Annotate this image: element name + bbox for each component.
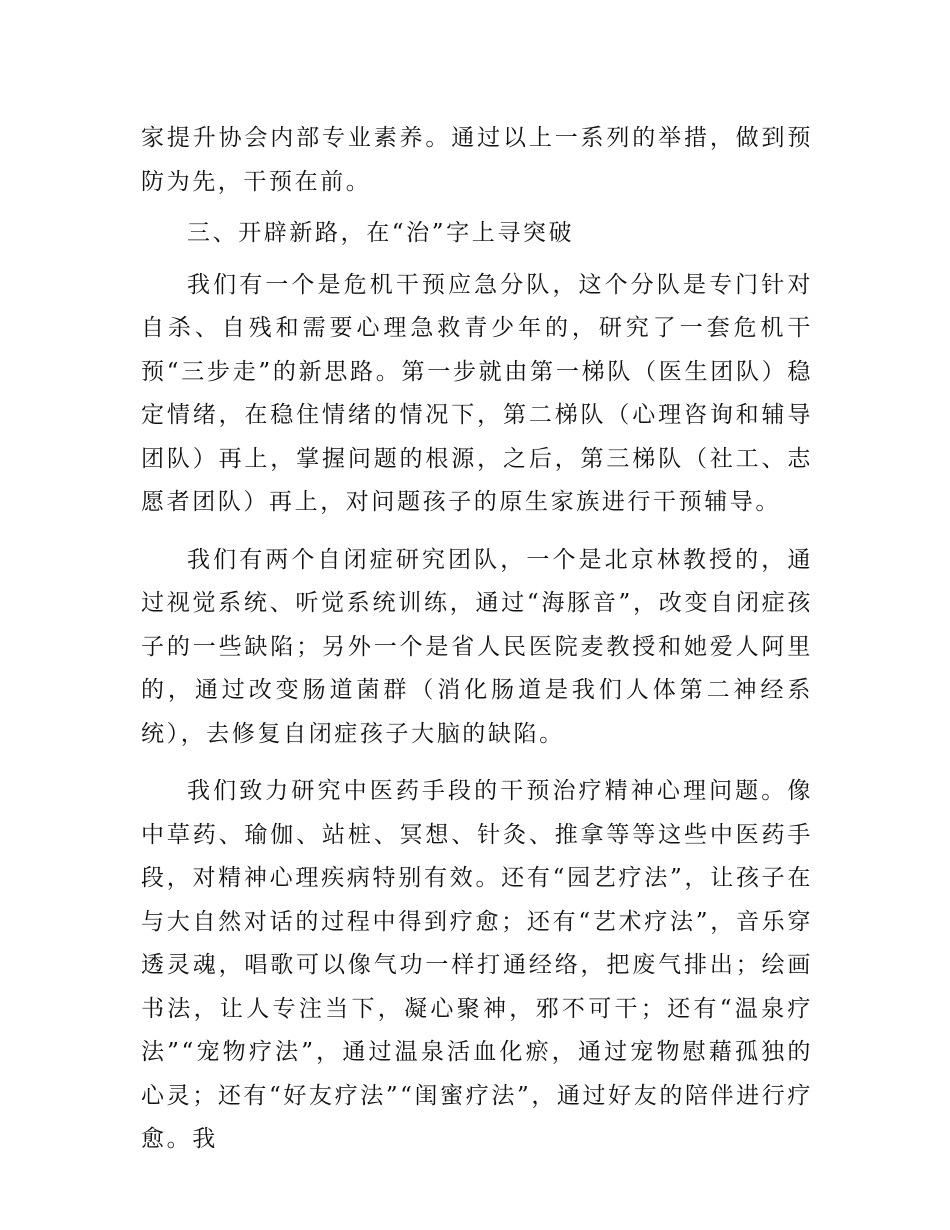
document-body	[141, 117, 813, 1162]
section-heading-three: 三、开辟新路，在“治”字上寻突破	[187, 220, 575, 246]
paragraph-crisis-intervention: 我们有一个是危机干预应急分队，这个分队是专门针对自杀、自残和需要心理急救青少年的，研究了一套危机干预“三步走”的新思路。第一步就由第一梯队（医生团队）稳定情绪，在稳住情绪的情况下，第二梯队（心理咨询和辅导团队）再上，掌握问题的根源，之后，第三梯队（社工、志愿者团队）再上，对问题孩子的原生家族进行干预辅导。	[141, 271, 813, 515]
paragraph-tcm-therapy: 我们致力研究中医药手段的干预治疗精神心理问题。像中草药、瑜伽、站桩、冥想、针灸、推拿等等这些中医药手段，对精神心理疾病特别有效。还有“园艺疗法”，让孩子在与大自然对话的过程中得到疗愈；还有“艺术疗法”，音乐穿透灵魂，唱歌可以像气功一样打通经络，把废气排出；绘画书法，让人专注当下，凝心聚神，邪不可干；还有“温泉疗法”“宠物疗法”，通过温泉活血化瘀，通过宠物慰藉孤独的心灵；还有“好友疗法”“闺蜜疗法”，通过好友的陪伴进行疗愈。我	[141, 778, 813, 1152]
paragraph-autism-research: 我们有两个自闭症研究团队，一个是北京林教授的，通过视觉系统、听觉系统训练，通过“海豚音”，改变自闭症孩子的一些缺陷；另外一个是省人民医院麦教授和她爱人阿里的，通过改变肠道菌群（消化肠道是我们人体第二神经系统），去修复自闭症孩子大脑的缺陷。	[141, 546, 813, 747]
paragraph-continuation: 家提升协会内部专业素养。通过以上一系列的举措，做到预防为先，干预在前。	[141, 125, 813, 195]
